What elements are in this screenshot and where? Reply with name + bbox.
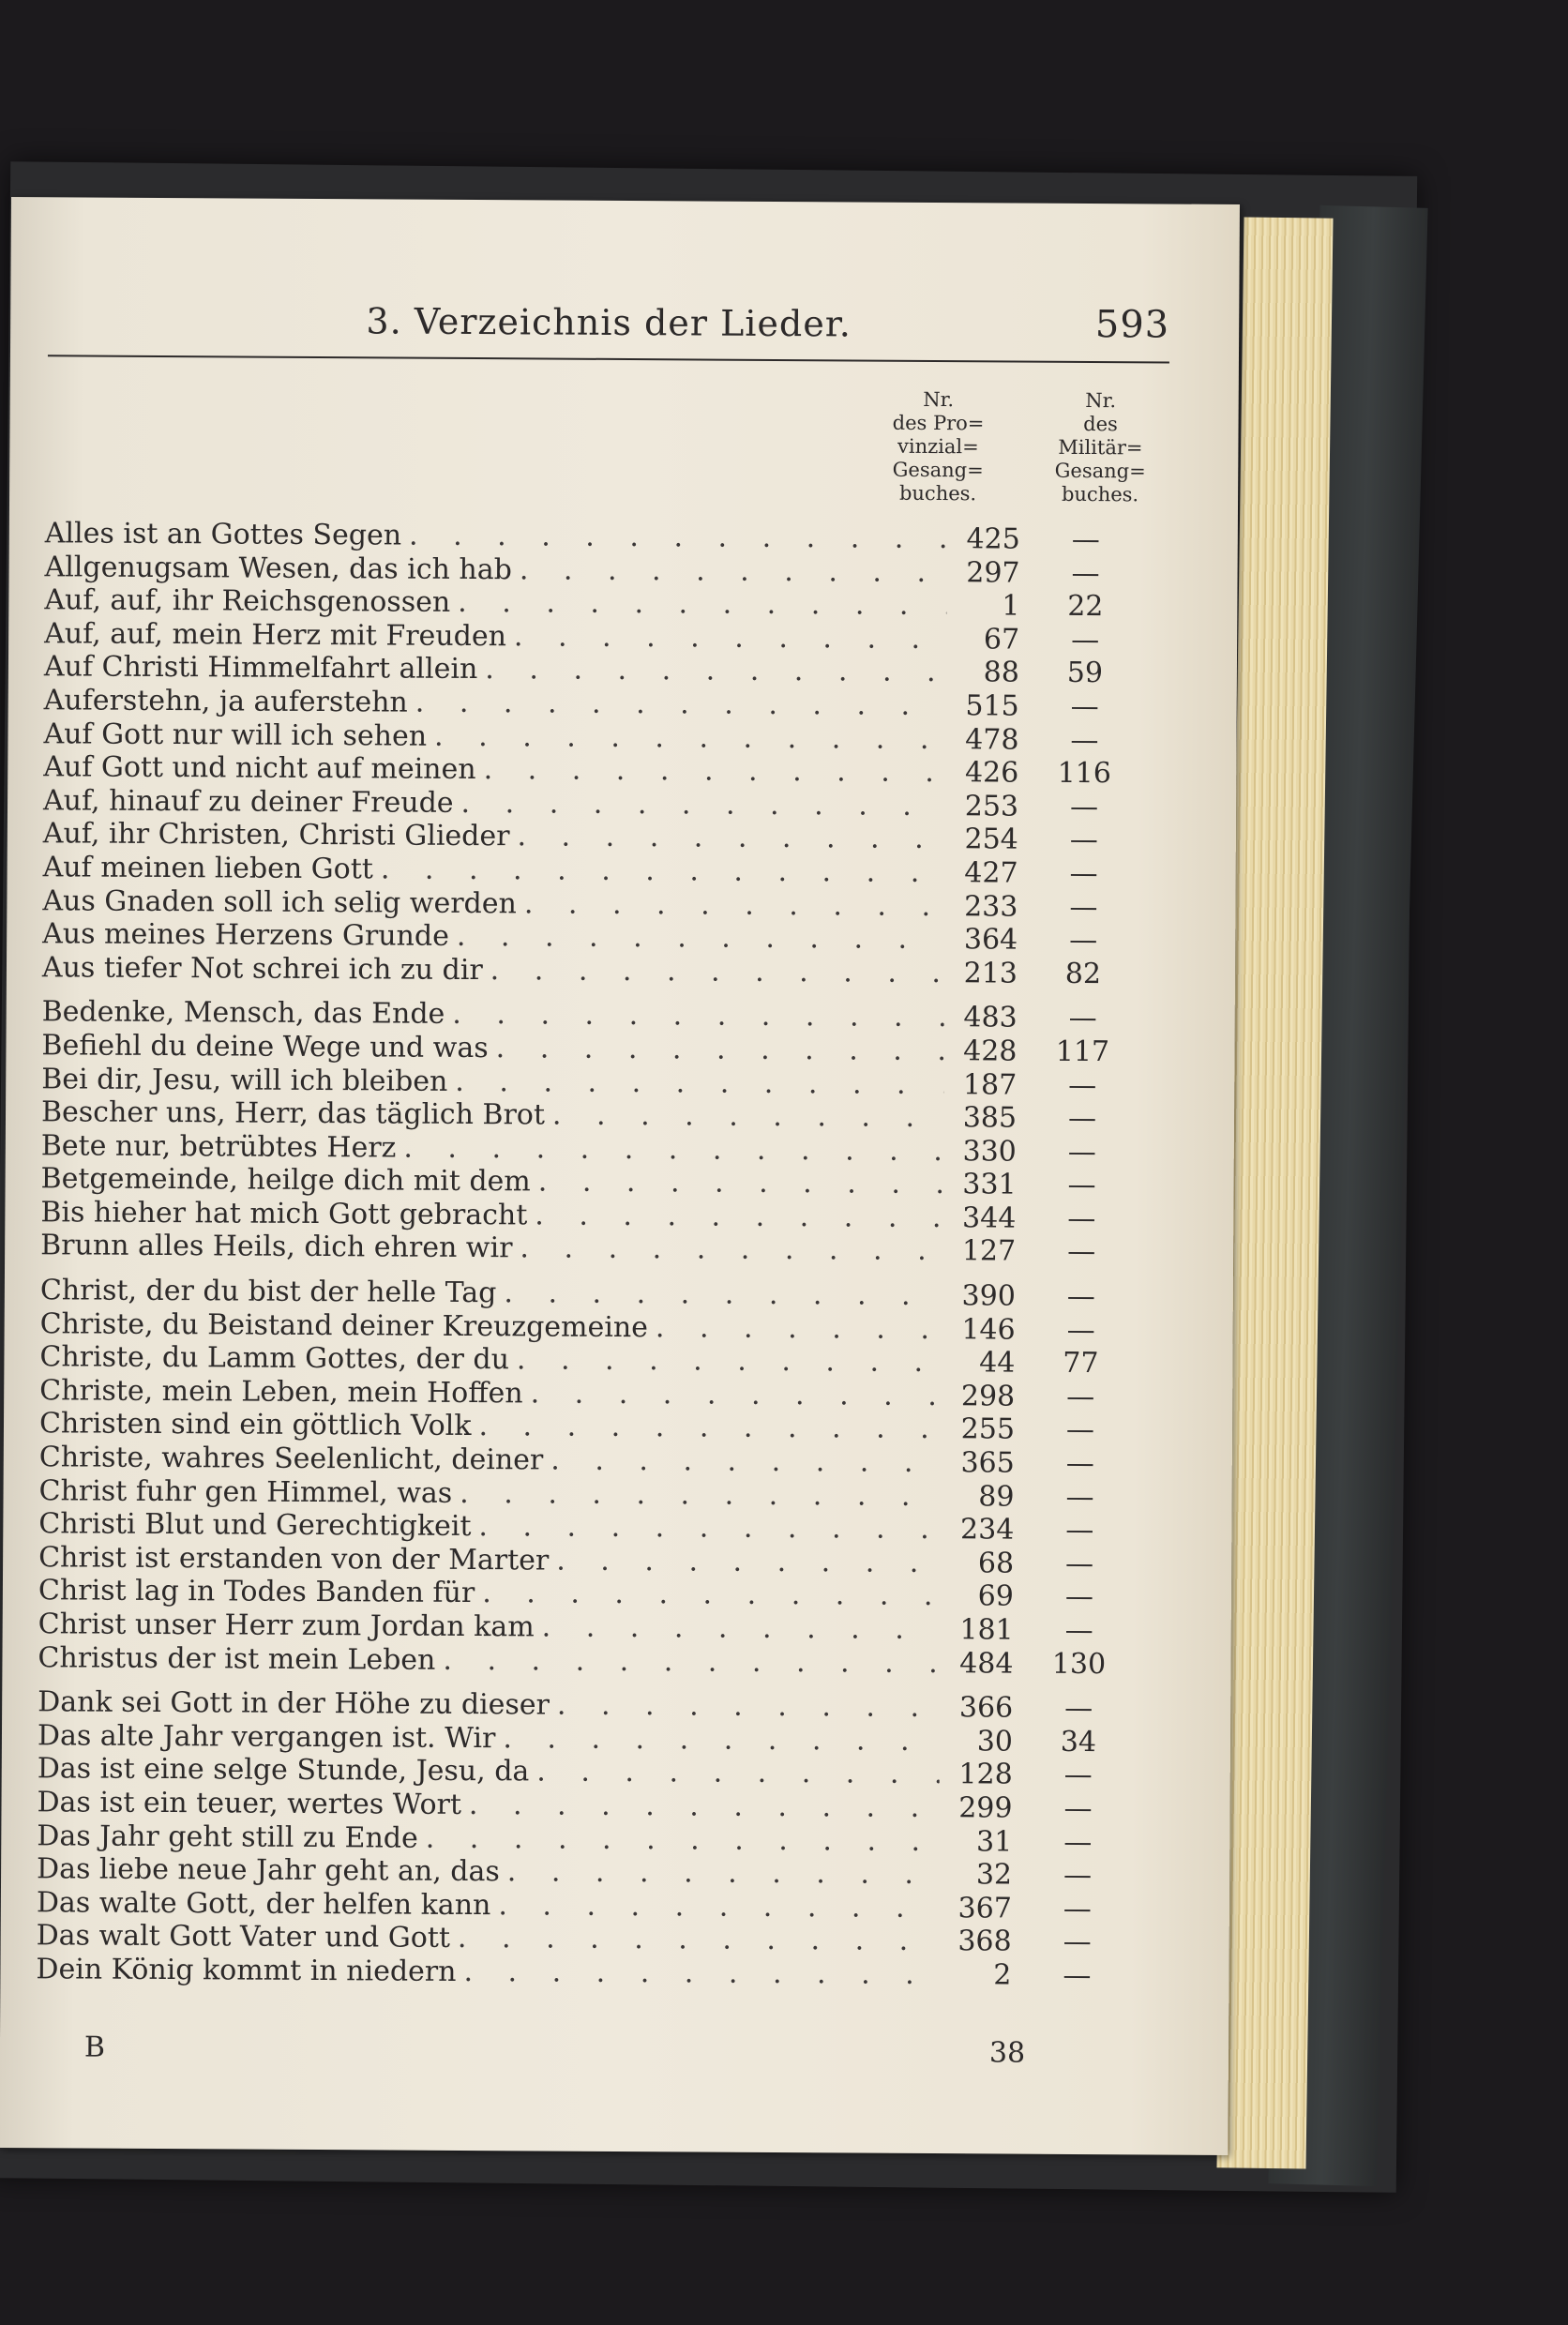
dot-leader (469, 1789, 940, 1825)
provinzial-number: 390 (961, 1279, 1016, 1313)
provinzial-number: 31 (976, 1824, 1013, 1859)
militaer-number: — (1064, 1580, 1094, 1614)
provinzial-number: 69 (977, 1579, 1015, 1613)
song-title: Das Jahr geht still zu Ende (37, 1819, 418, 1855)
militaer-number: 82 (1064, 957, 1102, 990)
provinzial-number: 484 (959, 1646, 1014, 1681)
militaer-number: — (1067, 1169, 1096, 1202)
provinzial-number: 1 (1002, 589, 1020, 623)
provinzial-number: 234 (959, 1513, 1015, 1547)
dot-leader (535, 1199, 942, 1234)
provinzial-number: 515 (965, 689, 1019, 723)
provinzial-number: 88 (983, 656, 1020, 689)
song-title: Aus Gnaden soll ich selig werden (42, 883, 517, 920)
dot-leader (452, 998, 944, 1034)
dot-leader (434, 719, 946, 756)
dot-leader (443, 1643, 940, 1680)
song-title: Auf, auf, mein Herz mit Freuden (44, 617, 507, 654)
militaer-number: — (1065, 1480, 1094, 1514)
provinzial-number: 128 (958, 1758, 1013, 1791)
militaer-number: 77 (1063, 1347, 1099, 1381)
militaer-number: — (1068, 1068, 1097, 1102)
militaer-number: — (1063, 1759, 1093, 1792)
provinzial-number: 67 (983, 623, 1020, 657)
provinzial-number: 330 (962, 1134, 1017, 1169)
dot-leader (426, 1821, 940, 1858)
dot-leader (498, 1889, 939, 1925)
index-entry (42, 951, 1149, 991)
militaer-number: — (1065, 1514, 1094, 1547)
dot-leader (514, 620, 946, 656)
dot-leader (520, 553, 947, 589)
song-title: Das walte Gott, der helfen kann (36, 1885, 491, 1922)
sheet-number: 38 (988, 2036, 1026, 2070)
dot-leader (482, 1578, 941, 1614)
page-number: 593 (1094, 303, 1170, 347)
dot-leader (524, 887, 945, 923)
militaer-number: — (1065, 1547, 1094, 1580)
militaer-number: — (1067, 1135, 1096, 1169)
militaer-number: — (1071, 623, 1100, 657)
song-title: Christe, du Beistand deiner Kreuzgemeine (39, 1306, 649, 1344)
song-title: Christe, du Lamm Gottes, der du (39, 1340, 510, 1377)
militaer-number: — (1064, 1692, 1093, 1726)
song-title: Christi Blut und Gerechtigkeit (38, 1507, 472, 1544)
militaer-number: 59 (1066, 657, 1104, 690)
song-title: Auf, auf, ihr Reichsgenossen (44, 583, 451, 620)
dot-leader (656, 1311, 942, 1346)
song-title: Dank sei Gott in der Höhe zu dieser (38, 1685, 550, 1722)
provinzial-number: 187 (962, 1067, 1018, 1102)
column-header-militaer: Nr. des Militär= Gesang= buches. (1054, 389, 1146, 506)
index-entry (38, 1641, 1144, 1682)
militaer-number: — (1070, 689, 1099, 724)
militaer-number: — (1063, 1791, 1093, 1826)
militaer-number: — (1069, 924, 1098, 958)
provinzial-number: 233 (964, 889, 1018, 924)
provinzial-number: 299 (958, 1791, 1013, 1825)
song-title: Bedenke, Mensch, das Ende (41, 995, 445, 1032)
song-title: Bescher uns, Herr, das täglich Brot (40, 1095, 546, 1132)
song-title: Auf Christi Himmelfahrt allein (43, 650, 478, 687)
militaer-number: — (1071, 522, 1100, 557)
dot-leader (409, 520, 947, 556)
dot-leader (504, 1276, 942, 1312)
militaer-number: — (1069, 790, 1099, 823)
song-title: Christus der ist mein Leben (38, 1640, 436, 1677)
song-title: Aus tiefer Not schrei ich zu dir (41, 950, 483, 987)
provinzial-number: 68 (977, 1547, 1015, 1580)
letter-group (38, 1274, 1147, 1681)
militaer-number: 34 (1060, 1725, 1097, 1759)
militaer-number: 117 (1055, 1034, 1110, 1069)
militaer-number: — (1063, 1825, 1093, 1859)
militaer-number: — (1066, 1279, 1095, 1314)
song-title: Auf, hinauf zu deiner Freude (42, 783, 454, 820)
militaer-number: — (1070, 723, 1099, 757)
dot-leader (517, 821, 945, 856)
song-title: Das alte Jahr vergangen ist. Wir (37, 1718, 496, 1755)
dot-leader (457, 920, 945, 957)
song-title: Alles ist an Gottes Segen (44, 517, 402, 552)
letter-group (42, 517, 1152, 991)
militaer-number: — (1069, 890, 1098, 924)
song-title: Das ist ein teuer, wertes Wort (37, 1786, 462, 1821)
militaer-number: — (1067, 1235, 1096, 1269)
song-title: Brunn alles Heils, dich ehren wir (40, 1229, 513, 1265)
song-title: Auf meinen lieben Gott (42, 851, 374, 886)
dot-leader (403, 1131, 943, 1168)
militaer-number: — (1068, 1002, 1097, 1035)
dot-leader (520, 1232, 942, 1268)
song-title: Auferstehn, ja auferstehn (43, 684, 408, 719)
provinzial-number: 253 (964, 789, 1019, 823)
provinzial-number: 297 (966, 555, 1020, 590)
song-title: Auf Gott und nicht auf meinen (43, 750, 476, 787)
song-title: Christ lag in Todes Banden für (38, 1574, 475, 1610)
dot-leader (552, 1099, 943, 1135)
provinzial-number: 368 (957, 1925, 1012, 1958)
song-index-list (36, 517, 1152, 2004)
provinzial-number: 427 (964, 856, 1018, 890)
provinzial-number: 181 (959, 1613, 1014, 1647)
song-title: Christen sind ein göttlich Volk (38, 1407, 472, 1443)
militaer-number: — (1069, 856, 1098, 891)
provinzial-number: 127 (961, 1234, 1017, 1269)
dot-leader (536, 1756, 940, 1791)
provinzial-number: 298 (960, 1380, 1016, 1413)
provinzial-number: 367 (957, 1891, 1012, 1925)
militaer-number: — (1066, 1313, 1095, 1347)
militaer-number: — (1065, 1413, 1095, 1447)
dot-leader (478, 1510, 941, 1547)
song-title: Befiehl du deine Wege und was (41, 1029, 489, 1065)
provinzial-number: 44 (979, 1346, 1016, 1380)
militaer-number: 116 (1057, 756, 1111, 791)
song-title: Bete nur, betrübtes Herz (40, 1128, 397, 1165)
song-title: Das ist eine selge Stunde, Jesu, da (37, 1752, 530, 1789)
song-title: Bei dir, Jesu, will ich bleiben (41, 1062, 448, 1098)
dot-leader (485, 653, 946, 689)
provinzial-number: 483 (963, 1001, 1018, 1034)
dot-leader (463, 1955, 938, 1992)
dot-leader (550, 1444, 942, 1480)
provinzial-number: 255 (960, 1412, 1016, 1446)
letter-group (40, 996, 1149, 1270)
song-title: Christ fuhr gen Himmel, was (38, 1473, 453, 1510)
dot-leader (507, 1855, 939, 1891)
dot-leader (496, 1032, 944, 1068)
provinzial-number: 89 (978, 1479, 1015, 1514)
book-page (0, 197, 1240, 2155)
song-title: Bis hieher hat mich Gott gebracht (40, 1196, 528, 1232)
song-title: Christe, wahres Seelenlicht, deiner (38, 1441, 544, 1477)
provinzial-number: 213 (963, 956, 1018, 990)
militaer-number: — (1069, 823, 1098, 857)
dot-leader (531, 1377, 942, 1412)
column-header-provinzial: Nr. des Pro= vinzial= Gesang= buches. (892, 387, 985, 506)
song-title: Christ unser Herr zum Jordan kam (38, 1608, 535, 1644)
militaer-number: 130 (1051, 1647, 1107, 1681)
song-title: Christ, der du bist der helle Tag (39, 1274, 497, 1310)
song-title: Aus meines Herzens Grunde (42, 917, 450, 953)
provinzial-number: 146 (961, 1312, 1016, 1347)
militaer-number: — (1063, 1892, 1092, 1925)
provinzial-number: 428 (963, 1034, 1018, 1068)
militaer-number: — (1071, 556, 1100, 590)
dot-leader (503, 1722, 940, 1758)
dot-leader (460, 787, 945, 823)
provinzial-number: 426 (964, 756, 1019, 790)
provinzial-number: 32 (975, 1858, 1013, 1892)
dot-leader (542, 1610, 941, 1646)
provinzial-number: 478 (965, 722, 1019, 757)
dot-leader (458, 586, 946, 623)
index-entry (36, 1953, 1142, 1993)
dot-leader (381, 853, 945, 889)
running-header (48, 289, 1169, 363)
militaer-number: — (1065, 1446, 1094, 1481)
dot-leader (415, 687, 946, 723)
provinzial-number: 30 (976, 1725, 1014, 1759)
militaer-number: — (1066, 1380, 1095, 1413)
song-title: Auf Gott nur will ich sehen (43, 717, 428, 753)
song-title: Auf, ihr Christen, Christi Glieder (42, 817, 510, 853)
militaer-number: — (1063, 1958, 1092, 1993)
militaer-number: — (1067, 1201, 1096, 1235)
dot-leader (557, 1689, 940, 1725)
song-title: Das liebe neue Jahr geht an, das (37, 1852, 500, 1889)
song-title: Das walt Gott Vater und Gott (36, 1919, 451, 1955)
provinzial-number: 2 (993, 1958, 1012, 1992)
index-entry (40, 1230, 1147, 1270)
page-title: 3. Verzeichnis der Lieder. (366, 300, 852, 345)
dot-leader (478, 1411, 942, 1447)
militaer-number: — (1064, 1613, 1093, 1648)
dot-leader (490, 954, 944, 990)
letter-group (36, 1685, 1144, 1993)
song-title: Allgenugsam Wesen, das ich hab (44, 550, 512, 586)
provinzial-number: 365 (960, 1446, 1015, 1480)
dot-leader (484, 753, 946, 790)
provinzial-number: 364 (963, 923, 1018, 957)
provinzial-number: 425 (966, 522, 1020, 556)
dot-leader (455, 1064, 943, 1101)
provinzial-number: 254 (964, 823, 1018, 856)
dot-leader (538, 1166, 943, 1201)
song-title: Dein König kommt in niedern (36, 1953, 457, 1988)
signature-mark: B (83, 2031, 106, 2064)
dot-leader (460, 1477, 942, 1514)
dot-leader (458, 1922, 939, 1958)
song-title: Betgemeinde, heilge dich mit dem (40, 1162, 531, 1199)
song-title: Christ ist erstanden von der Marter (38, 1541, 550, 1578)
militaer-number: — (1063, 1925, 1092, 1959)
song-title: Christe, mein Leben, mein Hoffen (39, 1374, 523, 1411)
provinzial-number: 344 (961, 1201, 1017, 1235)
dot-leader (556, 1544, 941, 1579)
provinzial-number: 385 (962, 1101, 1018, 1135)
dot-leader (517, 1344, 942, 1380)
militaer-number: — (1067, 1101, 1097, 1136)
militaer-number: 22 (1067, 590, 1104, 624)
provinzial-number: 366 (958, 1691, 1014, 1725)
militaer-number: — (1063, 1859, 1093, 1893)
provinzial-number: 331 (962, 1168, 1017, 1201)
